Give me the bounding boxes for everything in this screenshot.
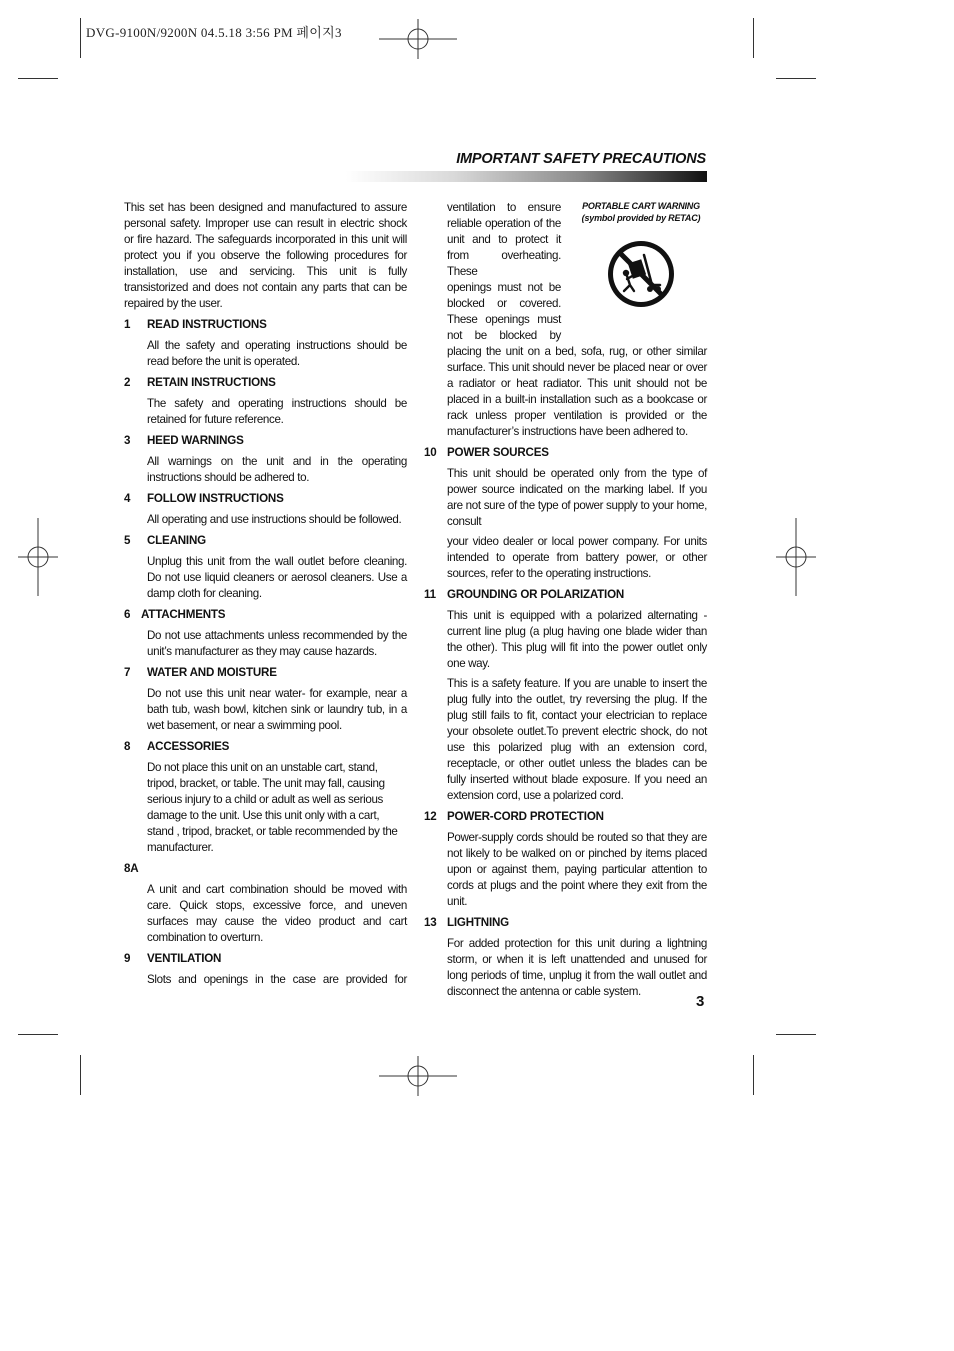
- cart-warning-title: PORTABLE CART WARNING: [582, 201, 700, 211]
- section-heading: [147, 861, 407, 877]
- section-lightning: [424, 915, 707, 1000]
- section-heading: POWER SOURCES: [447, 446, 549, 459]
- page-title: IMPORTANT SAFETY PRECAUTIONS: [456, 151, 706, 167]
- crop-mark: [776, 1034, 816, 1035]
- ventilation-continued: [447, 200, 707, 440]
- section-text: All operating and use instructions should be followed.: [147, 513, 402, 526]
- section-water-and-moisture: [124, 665, 407, 734]
- section-number: 1: [124, 318, 131, 331]
- section-heading: WATER AND MOISTURE: [147, 666, 277, 679]
- section-text: your video dealer or local power company. For units intended to operate from battery power, or other sources, refer to the operating instructions.: [447, 535, 707, 580]
- section-text: This unit is equipped with a polarized alternating - current line plug (a plug having one blade wider than the other). This plug will fit into the power outlet only one way.: [447, 609, 707, 670]
- section-attachments: [124, 607, 407, 660]
- section-text: This unit should be operated only from the type of power source indicated on the marking label. If you are not sure of the type of power supply to your home, consult: [447, 467, 707, 528]
- section-follow-instructions: [124, 491, 407, 528]
- section-heading: GROUNDING OR POLARIZATION: [447, 588, 625, 601]
- section-heading: LIGHTNING: [447, 916, 509, 929]
- section-number: 13: [424, 916, 437, 929]
- section-number: 2: [124, 376, 131, 389]
- section-text: For added protection for this unit during a lightning storm, or when it is left unattended and unused for long periods of time, unplug it from the wall outlet and disconnect the antenna or cable system.: [447, 937, 707, 998]
- section-text: Do not place this unit on an unstable cart, stand, tripod, bracket, or table. The unit may fall, causing serious injury to a child or adult as well as serious damage to the unit. Use this unit only with a cart, stand , tripod, bracket, or table recommended by the manufacturer.: [147, 761, 398, 854]
- section-accessories: [124, 739, 407, 856]
- ventilation-continued-line: openings must not be: [447, 281, 561, 294]
- crop-mark: [753, 18, 754, 58]
- section-heading: HEED WARNINGS: [147, 434, 244, 447]
- section-text: A unit and cart combination should be moved with care. Quick stops, excessive force, and uneven surfaces may cause the video product and cart combination to overturn.: [147, 883, 407, 944]
- section-text: Do not use attachments unless recommended by the unit’s manufacturer as they may cause hazards.: [147, 629, 407, 658]
- section-text: Slots and openings in the case are provided for: [147, 973, 407, 986]
- registration-mark-left: [18, 518, 58, 596]
- section-power-sources: [424, 445, 707, 582]
- cart-warning-source: (symbol provided by RETAC): [581, 213, 701, 223]
- page-number: 3: [696, 993, 705, 1010]
- section-text: The safety and operating instructions should be retained for future reference.: [147, 397, 407, 426]
- section-number: 9: [124, 952, 131, 965]
- section-text: Do not use this unit near water- for example, near a bath tub, wash bowl, kitchen sink or laundry tub, in a wet basement, or near a swimming pool.: [147, 687, 407, 732]
- section-text: Power-supply cords should be routed so that they are not likely to be walked on or pinched by items placed upon or against them, paying particular attention to cords at plugs and the point where they exit from the unit.: [447, 831, 707, 908]
- ventilation-continued-line: from overheating. These: [447, 249, 561, 278]
- crop-mark: [18, 1034, 58, 1035]
- crop-mark: [80, 18, 81, 58]
- ventilation-continued-line: blocked or covered.: [447, 297, 561, 310]
- ventilation-continued-text: placing the unit on a bed, sofa, rug, or other similar surface. This unit should never be placed near or over a radiator or heat radiator. This unit should not be placed in a built-in installation such as a bookcase or rack unless proper ventilation is provided or the manufacturer’s instructions have been adhered to.: [447, 345, 707, 438]
- section-text: Unplug this unit from the wall outlet before cleaning. Do not use liquid cleaners or aerosol cleaners. Use a damp cloth for cleaning.: [147, 555, 407, 600]
- section-power-cord-protection: [424, 809, 707, 910]
- section-number: 12: [424, 810, 437, 823]
- portable-cart-warning-icon: [606, 239, 676, 309]
- section-number: 7: [124, 666, 131, 679]
- section-heading: POWER-CORD PROTECTION: [447, 810, 604, 823]
- title-gradient-bar: [346, 171, 707, 182]
- left-column: [124, 200, 407, 988]
- crop-mark: [18, 78, 58, 79]
- section-number: 5: [124, 534, 131, 547]
- ventilation-continued-line: ventilation to ensure: [447, 201, 561, 214]
- section-heading: READ INSTRUCTIONS: [147, 318, 267, 331]
- section-retain-instructions: [124, 375, 407, 428]
- right-column: [424, 200, 707, 1000]
- section-number: 8A: [124, 862, 139, 875]
- registration-mark-bottom: [379, 1056, 457, 1096]
- section-text: All warnings on the unit and in the operating instructions should be adhered to.: [147, 455, 407, 484]
- ventilation-continued-line: reliable operation of the: [447, 217, 561, 230]
- section-number: 11: [424, 588, 436, 601]
- section-cleaning: [124, 533, 407, 602]
- section-grounding-or-polarization: [424, 587, 707, 804]
- section-heading: RETAIN INSTRUCTIONS: [147, 376, 276, 389]
- intro-paragraph: This set has been designed and manufactured to assure personal safety. Improper use can result in electric shock or fire hazard. The safeguards incorporated in this unit will protect you if you observe the following procedures for installation, use and servicing. This unit is fully transistorized and does not contain any parts that can be repaired by the user.: [124, 201, 407, 310]
- section-number: 10: [424, 446, 437, 459]
- crop-mark: [80, 1055, 81, 1095]
- crop-mark: [753, 1055, 754, 1095]
- ventilation-continued-line: unit and to protect it: [447, 233, 561, 246]
- section-heading: CLEANING: [147, 534, 206, 547]
- registration-mark-top: [379, 19, 457, 59]
- section-text: All the safety and operating instructions should be read before the unit is operated.: [147, 339, 407, 368]
- section-number: 4: [124, 492, 131, 505]
- section-heed-warnings: [124, 433, 407, 486]
- section-number: 6: [124, 608, 131, 621]
- crop-mark: [776, 78, 816, 79]
- ventilation-continued-line: not be blocked by: [447, 329, 561, 342]
- section-number: 8: [124, 740, 131, 753]
- section-heading: ATTACHMENTS: [141, 608, 226, 621]
- section-heading: FOLLOW INSTRUCTIONS: [147, 492, 284, 505]
- ventilation-continued-line: These openings must: [447, 313, 561, 326]
- section-8a: [124, 861, 407, 946]
- section-text: This is a safety feature. If you are unable to insert the plug fully into the outlet, try reversing the plug. If the plug still fails to fit, contact your electrician to replace your obsolete outlet.To prevent electric shock, do not use this polarized plug with an extension cord, receptacle, or other outlet unless the blades can be fully inserted without blade exposure. If you need an extension cord, use a polarized cord.: [447, 677, 707, 802]
- section-read-instructions: [124, 317, 407, 370]
- section-number: 3: [124, 434, 131, 447]
- section-heading: ACCESSORIES: [147, 740, 230, 753]
- section-ventilation: [124, 951, 407, 988]
- section-heading: VENTILATION: [147, 952, 222, 965]
- registration-mark-right: [776, 518, 816, 596]
- cart-warning: [575, 200, 707, 309]
- print-header: DVG-9100N/9200N 04.5.18 3:56 PM 페이지3: [86, 25, 342, 40]
